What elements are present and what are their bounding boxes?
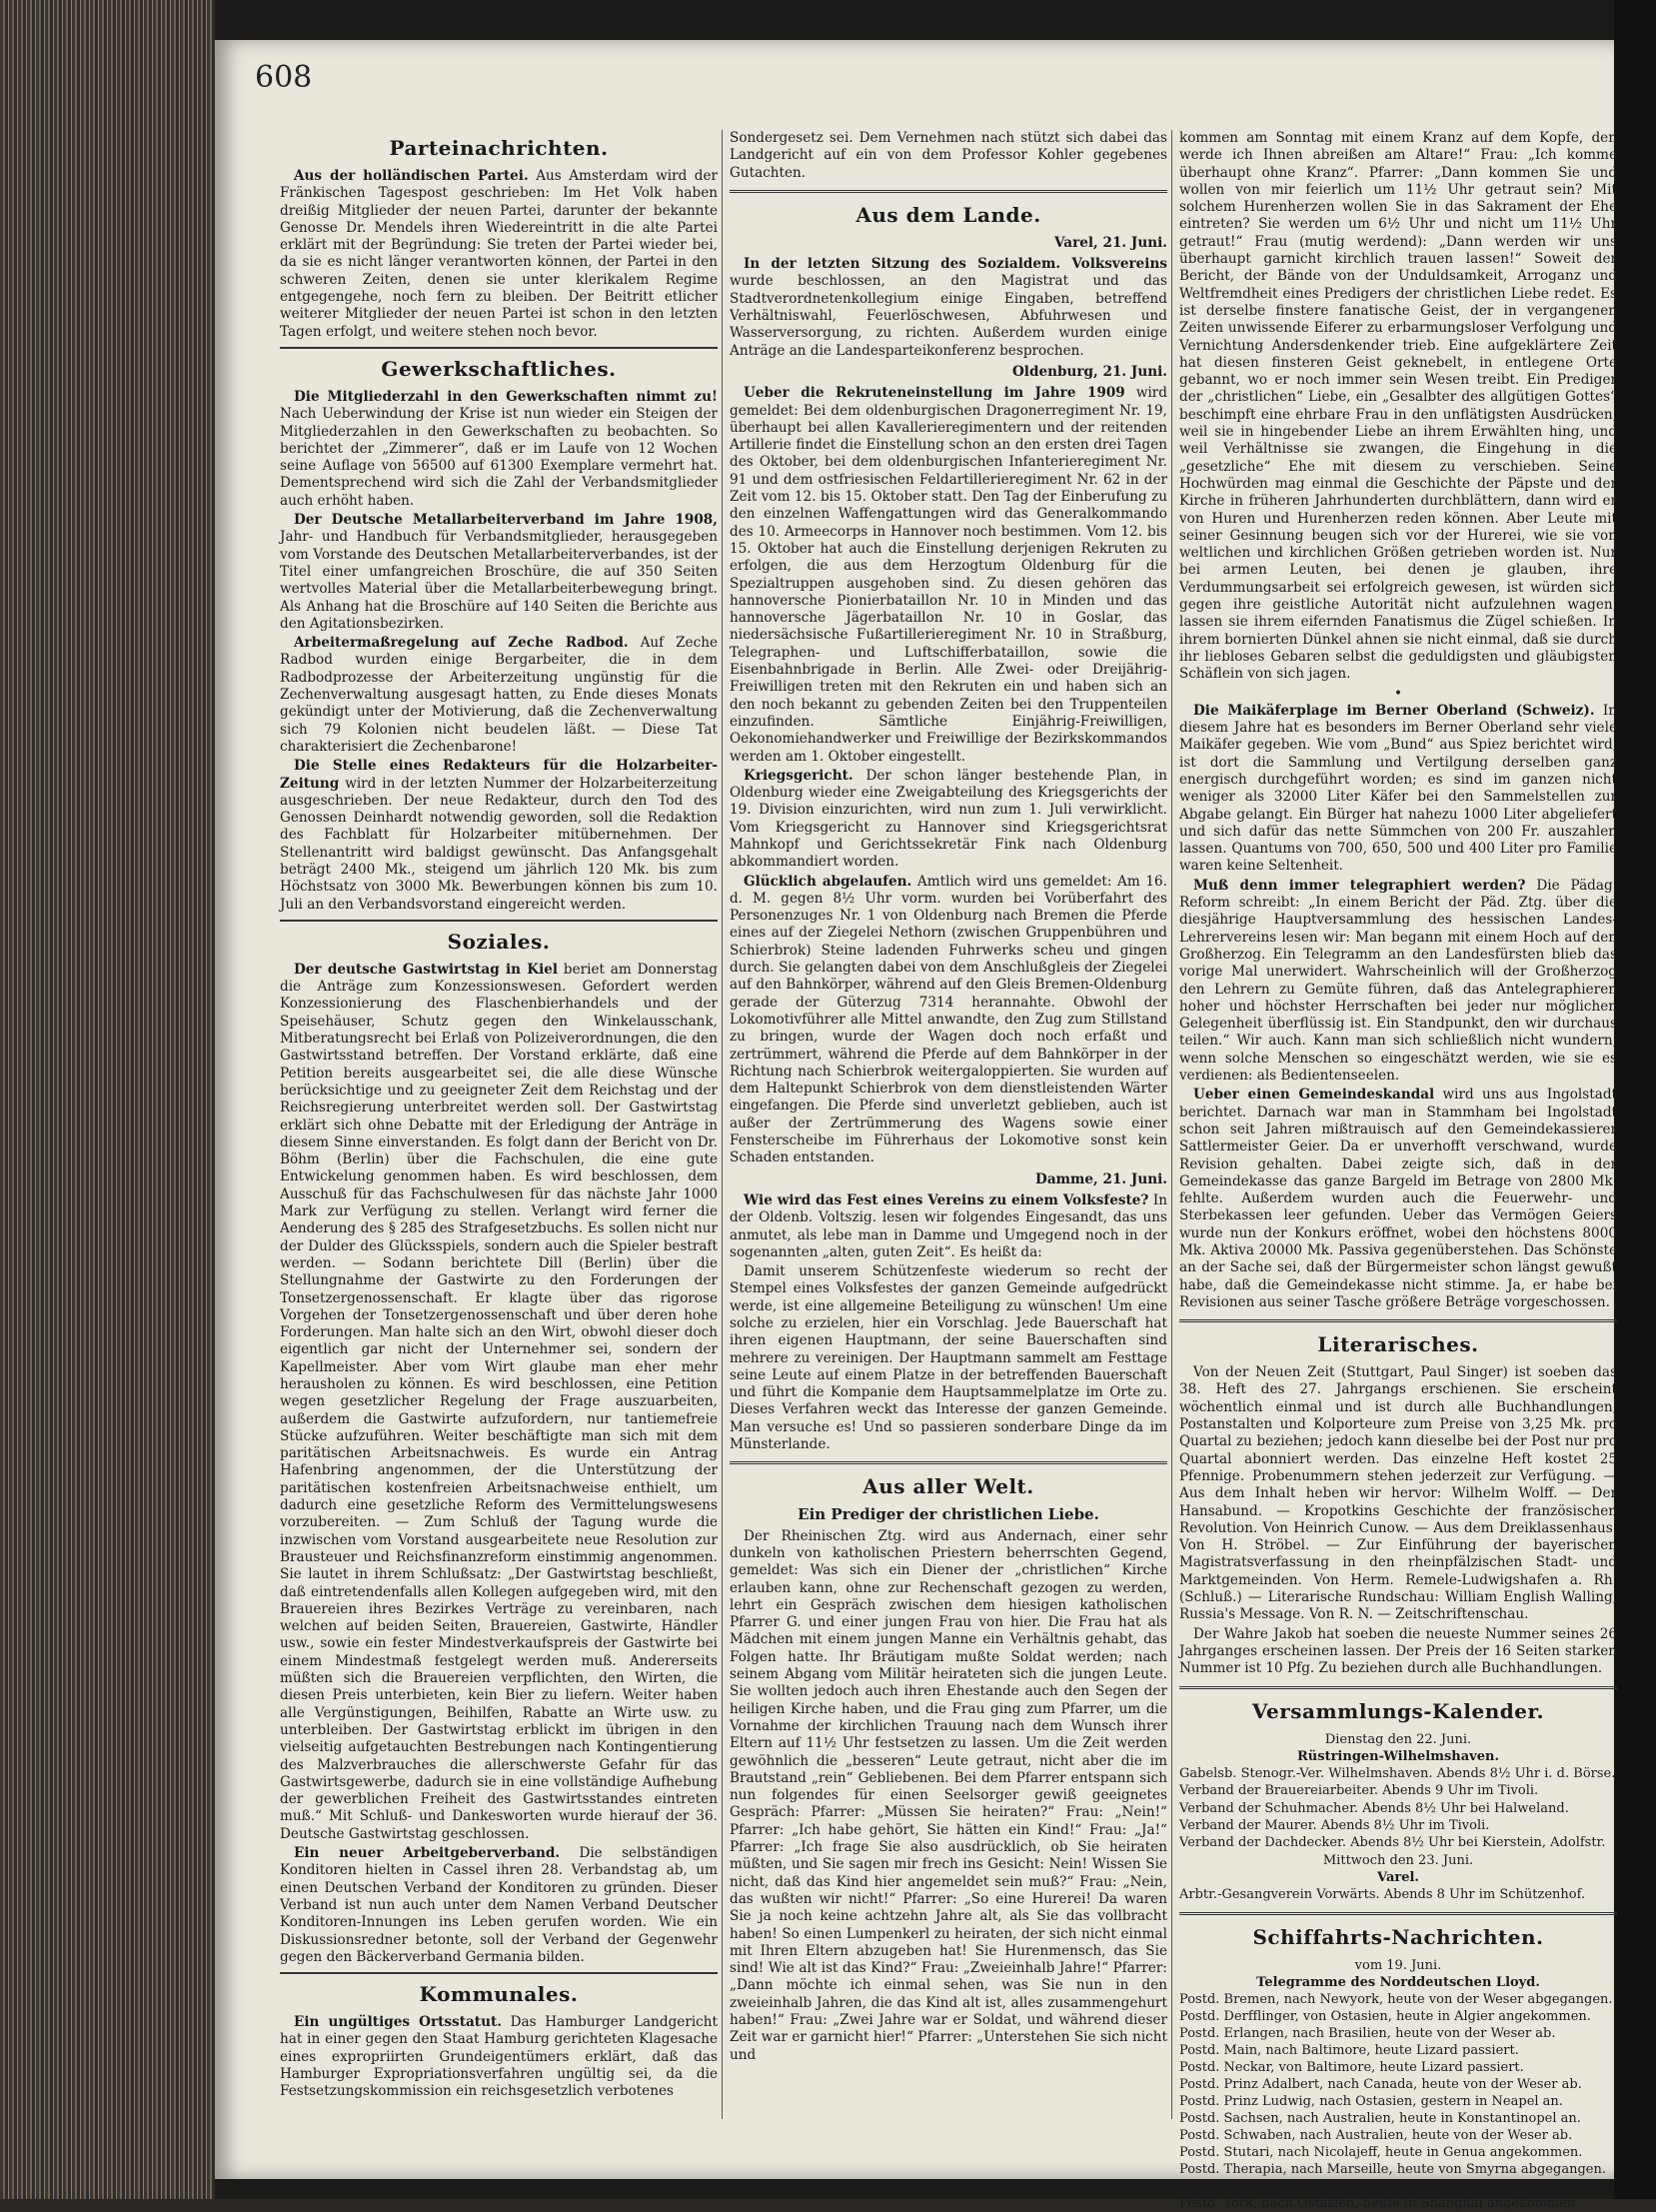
article-lead: In der letzten Sitzung des Sozialdem. Volksvereins	[744, 256, 1167, 273]
calendar-date: Mittwoch den 23. Juni.	[1322, 1852, 1474, 1868]
shipping-entry: Postd. York, nach Ostasien, heute in Shanghai angekommen.	[1179, 2196, 1580, 2212]
section-rule	[280, 347, 718, 349]
calendar-place: Varel.	[1377, 1869, 1419, 1885]
shipping-date: vom 19. Juni.	[1354, 1957, 1442, 1973]
section-heading: Soziales.	[447, 929, 551, 954]
article	[1179, 878, 1617, 1086]
shipping-entry: Postd. Stutari, nach Nicolajeff, heute in Genua angekommen.	[1179, 2145, 1583, 2161]
shipping-entry: Postd. Sachsen, nach Australien, heute in Konstantinopel an.	[1179, 2111, 1581, 2127]
article-lead: Die Maikäferplage im Berner Oberland (Schweiz).	[1193, 702, 1595, 719]
calendar-date: Dienstag den 22. Juni.	[1324, 1731, 1472, 1747]
article-text: In diesem Jahre hat es besonders im Berner Oberland sehr viele Maikäfer gegeben. Wie vom „Bund“ aus Spiez berichtet wird, ist dort die Sammlung und Vertilgung derselben ganz energisch durchgeführt worden; es sind im ganzen nicht weniger als 32000 Liter Käfer bei den Sammelstellen zur Abgabe gelangt. Ein Bürger hat nahezu 1000 Liter abgeliefert und sich dafür das nette Sümmchen von 200 Fr. auszahlen lassen. Quantums von 700, 650, 500 und 400 Liter pro Familie waren keine Seltenheit.	[1179, 702, 1618, 875]
section-heading: Literarisches.	[1317, 1332, 1479, 1357]
article-text: Der schon länger bestehende Plan, in Oldenburg wieder eine Zweigabteilung des Kriegsgerichts der 19. Division einzurichten, wird nun zum 1. Juli verwirklicht. Vom Kriegsgericht zu Hannover sind Kriegsgerichtsrat Mahnkopf und Gerichtssekretär Fink nach Oldenburg abkommandiert worden.	[730, 767, 1168, 871]
article-lead: Aus der holländischen Partei.	[294, 168, 529, 184]
article	[730, 385, 1167, 766]
article-lead: Muß denn immer telegraphiert werden?	[1193, 877, 1526, 894]
calendar-place: Rüstringen-Wilhelmshaven.	[1297, 1748, 1499, 1764]
article-text: Die Pädag. Reform schreibt: „In einem Bericht der Päd. Ztg. über die diesjährige Hauptversammlung des hessischen Landes-Lehrervereins lesen wir: Man begann mit einem Hoch auf den Großherzog. Ein Telegramm an den Landesfürsten blieb das vorige Mal unerwidert. Wahrscheinlich will der Großherzog den Lehrern zu Gemüte führen, daß das Antelegraphieren hoher und höchster Herrschaften bei jeder nur möglichen Gelegenheit überflüssig ist. Ein Standpunkt, den wir durchaus teilen.“ Wir auch. Kann man sich schließlich nicht wundern, wenn solche Menschen so eingeschätzt werden, wie sie es verdienen: als Bedientenseelen.	[1179, 877, 1617, 1085]
column-2	[730, 130, 1167, 2129]
page-number: 608	[255, 60, 313, 95]
shipping-entry: Postd. Therapia, nach Marseille, heute von Smyrna abgegangen.	[1179, 2162, 1606, 2178]
article	[280, 168, 718, 341]
article-text: Von der Neuen Zeit (Stuttgart, Paul Singer) ist soeben das 38. Heft des 27. Jahrgangs erschienen. Sie erscheint wöchentlich einmal und ist durch alle Buchhandlungen, Postanstalten und Kolporteure zum Preise von 3,25 Mk. pro Quartal zu beziehen; jedoch kann dieselbe bei der Post nur pro Quartal abonniert werden. Das einzelne Heft kostet 25 Pfennige. Probenummern stehen jederzeit zur Verfügung. — Aus dem Inhalt heben wir hervor: Wilhelm Wolff. — Der Hansabund. — Kropotkins Geschichte der französischen Revolution. Von Heinrich Cunow. — Aus dem Dreiklassenhaus. Von H. Ströbel. — Zur Einführung der bayerischen Magistratsverfassung in den rheinpfälzischen Stadt- und Marktgemeinden. Von Herm. Remele-Ludwigshafen a. Rh. (Schluß.) — Literarische Rundschau: William English Walling, Russia's Message. Von R. N. — Zeitschriftenschau.	[1179, 1364, 1617, 1623]
article-text: In der Oldenb. Voltszig. lesen wir folgendes Eingesandt, das uns anmutet, als lebe man in Damme und Umgegend noch in der sogenannten „alten, guten Zeit“. Es heißt da:	[730, 1191, 1167, 1260]
section-rule	[730, 190, 1167, 193]
section-heading: Gewerkschaftliches.	[381, 356, 617, 381]
shipping-entry: Postd. Bremen, nach Newyork, heute von der Weser abgegangen.	[1179, 1992, 1613, 2008]
section-heading: Parteinachrichten.	[389, 136, 609, 160]
article-text: beriet am Donnerstag die Anträge zum Konzessionswesen. Gefordert werden Konzessionierung des Flaschenbierhandels und der Speisehäuser, Schutz gegen den Winkelausschank, Mitberatungsrecht bei Erlaß von Polizeiverordnungen, die den Gastwirtsstand betreffen. Der Vorstand erklärte, daß eine Petition bereits ausgearbeitet sei, die alle diese Wünsche berücksichtige und zu geeigneter Zeit dem Reichstag und der Reichsregierung unterbreitet werden soll. Der Gastwirtstag erklärt sich ohne Debatte mit der Erledigung der Anträge in diesem Sinne einverstanden. Es folgt dann der Bericht von Dr. Böhm (Berlin) über die Fachschulen, die eine gute Entwickelung genommen haben. Es wird beschlossen, dem Ausschuß für das Fachschulwesen für das nächste Jahr 1000 Mark zur Verfügung zu stellen. Verlangt wird ferner die Aenderung des § 285 des Strafgesetzbuchs. Es sollen nicht nur der Dulder des Glücksspiels, sondern auch die Spieler bestraft werden. — Sodann berichtete Dill (Berlin) über die Stellungnahme der Gastwirte zu den Forderungen der Tonsetzergenossenschaft. Er klagte über das rigorose Vorgehen der Tonsetzergenossenschaft und über deren hohe Forderungen. Man halte sich an den Wirt, obwohl dieser doch eigentlich gar nicht der Unternehmer sei, sondern der Kapellmeister. Aber vom Wirt glaube man eher mehr herausholen zu können. Es wird beschlossen, eine Petition wegen gesetzlicher Regelung der Frage auszuarbeiten, außerdem die Gastwirte aufzufordern, nur tantiemefreie Stücke aufzuführen. Weiter beschäftigte man sich mit dem paritätischen Arbeitsnachweis. Es wurde ein Antrag Hafenbring angenommen, der die Unterstützung der paritätischen kostenfreien Arbeitsnachweise enthielt, um dadurch eine gesetzliche Reform des Vermittelungswesens vorzubereiten. — Zum Schluß der Tagung wurde die inzwischen vom Vorstand ausgearbeitete neue Resolution zur Brausteuer und Reichsfinanzreform einstimmig angenommen. Sie lautet in ihrem Schlußsatz: „Der Gastwirtstag beschließt, daß eintretendenfalls allen Kollegen aufgegeben wird, mit den Brauereien ihres Bezirkes Verträge zu vereinbaren, nach welchen auf beiden Seiten, Brauereien, Gastwirte, Händler usw., sowie ein fester Mindestverkaufspreis der Gastwirte bei einem Mindestmaß festgelegt werden muß. Andererseits müßten sich die Brauereien verpflichten, den Wirten, die diesen Preis unterbieten, kein Bier zu liefern. Weiter haben alle Vergünstigungen, Beihilfen, Rabatte an Wirte usw. zu unterbleiben. Der Gastwirtstag erblickt im übrigen in den vielseitig aufgetauchten Bestrebungen nach Kontingentierung des Malzverbrauches die allerschwerste Gefahr für das Gastwirtsgewerbe, dadurch sie in eine vollständige Aufhebung der gewerblichen Freiheit des Gastwirtsstandes eintreten muß.“ Mit Schluß- und Dankesworten wurde hierauf der 36. Deutsche Gastwirtstag geschlossen.	[280, 961, 718, 1842]
article-quote: Damit unserem Schützenfeste wiederum so recht der Stempel eines Volksfestes der ganzen Gemeinde aufgedrückt werde, ist eine allgemeine Beteiligung zu wünschen! Um eine solche zu erzielen, hier ein Vorschlag. Jede Bauerschaft hat ihren eigenen Hauptmann, der seine Bauerschaften sind mehrere zu vereinigen. Der Hauptmann sammelt am Festtage seine Leute auf einem Platze in der betreffenden Bauerschaft und führt die Kompanie dem Hauptsammelplatze im Orte zu. Dieses Verfahren weckt das Interesse der ganzen Gemeinde. Man versuche es! Und so passieren sonderbare Dinge da im Münsterlande.	[730, 1263, 1167, 1453]
article	[280, 758, 718, 914]
shipping-subheading: Telegramme des Norddeutschen Lloyd.	[1256, 1974, 1540, 1990]
article-lead: Ein neuer Arbeitgeberverband.	[294, 1845, 561, 1862]
article-lead: Ein ungültiges Ortsstatut.	[294, 2014, 502, 2031]
newspaper-page	[215, 40, 1618, 2212]
calendar-entry: Gabelsb. Stenogr.-Ver. Wilhelmshaven. Abends 8½ Uhr i. d. Börse.	[1179, 1766, 1616, 1782]
calendar-entry: Verband der Schuhmacher. Abends 8½ Uhr bei Halweland.	[1179, 1800, 1569, 1816]
article	[280, 962, 718, 1843]
article-lead: Ueber die Rekruteneinstellung im Jahre 1909	[744, 385, 1125, 402]
book-spine	[0, 0, 215, 2199]
article-text: wird in der letzten Nummer der Holzarbeiterzeitung ausgeschrieben. Der neue Redakteur, durch den Tod des Genossen Deinhardt notwendig geworden, soll die Redaktion des Fachblatt für Holzarbeiter mitübernehmen. Der Stellenantritt wird baldigst gewünscht. Das Anfangsgehalt beträgt 2400 Mk., steigend um jährlich 120 Mk. bis zum Höchstsatz von 3000 Mk. Bewerbungen können bis zum 10. Juli an den Verbandsvorstand eingereicht werden.	[280, 775, 718, 913]
shipping-entry: Postd. Schwaben, nach Australien, heute von der Weser ab.	[1179, 2128, 1573, 2144]
shipping-entry: Postd. Erlangen, nach Brasilien, heute von der Weser ab.	[1179, 2026, 1556, 2042]
shipping-entry: Postd. Main, nach Baltimore, heute Lizard passiert.	[1179, 2043, 1519, 2059]
article	[280, 512, 718, 633]
article-lead: Der deutsche Gastwirtstag in Kiel	[294, 961, 559, 978]
section-heading: Aus aller Welt.	[862, 1474, 1034, 1499]
article	[730, 256, 1167, 360]
calendar-entry: Verband der Brauereiarbeiter. Abends 9 Uhr im Tivoli.	[1179, 1783, 1539, 1799]
article-text: Auf Zeche Radbod wurden einige Bergarbeiter, die in dem Radbodprozesse der Arbeiterzeitung ungünstig für die Zechenverwaltung ausgesagt hatten, zu Ende dieses Monats gekündigt unter der Motivierung, daß die Zechenverwaltung sich 79 Kolonien nicht beudelen läßt. — Diese Tat charakterisiert die Zechenbarone!	[280, 635, 719, 755]
article-text: Aus Amsterdam wird der Fränkischen Tagespost geschrieben: Im Het Volk haben dreißig Mitglieder der neuen Partei, darunter der bekannte Genosse Dr. Mendels ihren Wiedereintritt in die alte Partei erklärt mit der Begründung: Sie treten der Partei wieder bei, da sie es nicht länger verantworten können, der Partei in den schweren Zeiten, denen sie unter klerikalem Regime entgegengehe, noch fern zu bleiben. Der Beitritt etlicher weiterer Mitglieder der neuen Partei ist schon in den letzten Tagen erfolgt, und weitere stehen noch bevor.	[280, 168, 719, 340]
article-heading: Ein Prediger der christlichen Liebe.	[798, 1505, 1099, 1524]
article	[280, 2014, 718, 2100]
scan-edge	[1614, 0, 1656, 2199]
dateline: Damme, 21. Juni.	[1035, 1170, 1167, 1187]
shipping-entry: Postd. Neckar, von Baltimore, heute Lizard passiert.	[1179, 2060, 1524, 2076]
article-text: Der Rheinischen Ztg. wird aus Andernach, einer sehr dunkeln von katholischen Priestern beherrschten Gegend, gemeldet: Was sich ein Diener der „christlichen“ Kirche erlauben kann, ohne zur Rechenschaft gezogen zu werden, lehrt ein Gespräch zwischen dem hiesigen katholischen Pfarrer G. und einer jungen Frau von hier. Die Frau hat als Mädchen mit einem jungen Manne ein Verhältnis gehabt, das Folgen hatte. Ihr Bräutigam mußte Soldat werden; nach seinem Abgang vom Militär heirateten sich die jungen Leute. Sie wollten jedoch auch ihren Ehestande auch den Segen der heiligen Kirche haben, und die Frau ging zum Pfarrer, um die Vornahme der kirchlichen Trauung nach dem Wunsch ihrer Eltern auf 11½ Uhr festsetzen zu lassen. Um die Zeit werden gewöhnlich die „besseren“ Leute getraut, nicht aber die im Brautstand „rein“ Gebliebenen. Bei dem Pfarrer entspann sich nun folgendes für einen Seelsorger gewiß geeignetes Gespräch: Pfarrer: „Müssen Sie heiraten?“ Frau: „Nein!“ Pfarrer: „Ich habe gehört, Sie hätten ein Kind!“ Frau: „Ja!“ Pfarrer: „Ich frage Sie also ausdrücklich, ob Sie heiraten müßten, und Sie sagen mir frech ins Gesicht: Nein! Wissen Sie nicht, daß das Kind hier angemeldet sein muß?“ Frau: „Nein, das wußten wir nicht!“ Pfarrer: „So eine Hurerei! Da waren Sie ja noch keine achtzehn Jahre alt, als Sie das vollbracht haben! So einen Lumpenkerl zu heiraten, der sich nicht einmal mit Ihren Eltern abzugeben hat! Sie Hurenmensch, das Sie sind! Wie alt ist das Kind?“ Frau: „Zweieinhalb Jahre!“ Pfarrer: „Dann möchte ich einmal sehen, was Sie nun in den zweieinhalb Jahren, die das Kind alt ist, alles zusammengehurt haben!“ Frau: „Zwei Jahre war er Soldat, und während dieser Zeit war er garnicht hier!“ Pfarrer: „Unterstehen Sie sich nicht und	[730, 1527, 1167, 2063]
article-lead: Ueber einen Gemeindeskandal	[1193, 1087, 1435, 1104]
section-heading: Schiffahrts-Nachrichten.	[1252, 1924, 1544, 1949]
article	[730, 874, 1167, 1167]
calendar-entry: Verband der Dachdecker. Abends 8½ Uhr bei Kierstein, Adolfstr.	[1179, 1835, 1606, 1851]
shipping-entry: Postd. Prinz Ludwig, nach Ostasien, gestern in Neapel an.	[1179, 2094, 1563, 2110]
article-lead: Glücklich abgelaufen.	[744, 873, 912, 890]
article	[730, 1192, 1167, 1261]
article-text: Die selbständigen Konditoren hielten in Cassel ihren 28. Verbandstag ab, um einen Deutschen Verband der Konditoren zu gründen. Dieser Verband ist nun auch unter dem Namen Verband Deutscher Konditoren-Innungen ins Leben gerufen worden. Wie ein Diskussionsredner betonte, soll der Verband der Gegenwehr gegen den Bäckerverband Germania bilden.	[280, 1845, 718, 1965]
section-rule	[1179, 1912, 1617, 1915]
article-text: Jahr- und Handbuch für Verbandsmitglieder, herausgegeben vom Vorstande des Deutschen Metallarbeiterverbandes, ist der Titel einer umfangreichen Broschüre, die auf 350 Seiten wertvolles Material über die Metallarbeiterbewegung bringt. Als Anhang hat die Broschüre auf 140 Seiten die Berichte aus den Agitationsbezirken.	[280, 529, 718, 632]
section-rule	[730, 1461, 1167, 1464]
article	[1179, 703, 1617, 876]
article-text: Amtlich wird uns gemeldet: Am 16. d. M. gegen 8½ Uhr vorm. wurden bei Vorüberfahrt des Personenzuges Nr. 1 von Oldenburg nach Bremen die Pferde eines auf der Ziegelei Nethorn (zwischen Gruppenbühren und Schierbrok) Steine ladenden Fuhrwerks scheu und gingen durch. Sie gelangten dabei von dem Anschlußgleis der Ziegelei auf den Bahnkörper, während auf den Gleis Bremen-Oldenburg gerade der Güterzug 7314 herannahte. Obwohl der Lokomotivführer alle Mittel anwandte, den Zug zum Stillstand zu bringen, wurde der Wagen doch noch erfaßt und zertrümmert, während die Pferde auf dem Bahnkörper in der Richtung nach Schierbrok weitergaloppierten. Sie wurden auf dem Haltepunkt Schierbrok von dem dienstleistenden Wärter eingefangen. Die Pferde sind unverletzt geblieben, auch ist außer der Zertrümmerung des Wagens sowie einer Fensterscheibe im Führerhaus der Lokomotive sonst kein Schaden entstanden.	[730, 873, 1167, 1166]
shipping-entry: Postd. Derfflinger, von Ostasien, heute in Algier angekommen.	[1179, 2009, 1591, 2025]
column-1	[280, 130, 718, 2129]
article-text: Nach Ueberwindung der Krise ist nun wieder ein Steigen der Mitgliederzahlen in den Gewerkschaften zu beobachten. So berichtet der „Zimmerer“, daß er im Laufe von 12 Wochen seine Auflage von 56500 auf 61300 Exemplare vermehrt hat. Dementsprechend wird sich die Zahl der Verbandsmitglieder auch erhöht haben.	[280, 406, 718, 509]
article-continuation: kommen am Sonntag mit einem Kranz auf dem Kopfe, den werde ich Ihnen abreißen am Altare!“ Frau: „Ich komme überhaupt ohne Kranz“. Pfarrer: „Dann kommen Sie und wollen von mir feierlich um 11½ Uhr getraut sein? Mit solchem Hurenherzen wollen Sie in das Sakrament der Ehe eintreten? Sie werden um 6½ Uhr und nicht um 11½ Uhr getraut!“ Frau (mutig werdend): „Dann werden wir uns überhaupt garnicht kirchlich trauen lassen!“ Soweit der Bericht, der Bände von der Unduldsamkeit, Arroganz und Weltfremdheit eines Predigers der christlichen Liebe redet. Es ist derselbe finstere fanatische Geist, der in vergangenen Zeiten unwissende Eiferer zu erbarmungsloser Verfolgung und Vernichtung Andersdenkender trieb. Eine aufgeklärtere Zeit hat diesen finsteren Geist geknebelt, in entlegene Orte gebannt, wo er noch immer sein Wesen treibt. Ein Prediger der „christlichen“ Liebe, ein „Gesalbter des allgütigen Gottes“ beschimpft eine ehrbare Frau in den unflätigsten Ausdrücken, weil sie in hingebender Liebe an ihrem Erwählten hing, und weil Verhältnisse sie zwangen, die Eingehung in die „gesetzliche“ Ehe mit diesem zu verschieben. Seine Hochwürden mag einmal die Geschichte der Päpste und der Kirche in früheren Jahrhunderten durchblättern, dann wird er von Huren und Hurenherzen reden können. Aber Leute mit seiner Gesinnung beugen sich vor der Hurerei, wie sie von weltlichen und kirchlichen Größen getrieben worden ist. Nur bei armen Leuten, bei denen je glauben, ihre Verdummungsarbeit sei erfolgreich gewesen, ist würden sich gegen ihre geistliche Autorität nicht aufzulehnen wagen, lassen sie ihrem eifernden Fanatismus die Zügel schießen. In ihrem bornierten Dünkel ahnen sie nicht einmal, daß sie durch ihr liebloses Gebaren selbst die geduldigsten und gläubigsten Schäflein von sich jagen.	[1179, 130, 1617, 683]
separator-dot: •	[1393, 685, 1403, 702]
section-rule	[1179, 1319, 1617, 1322]
dateline: Varel, 21. Juni.	[1053, 234, 1167, 251]
article-lead: Arbeitermaßregelung auf Zeche Radbod.	[294, 635, 629, 652]
dateline: Oldenburg, 21. Juni.	[1011, 363, 1167, 380]
article	[280, 635, 718, 756]
article-lead: Die Stelle eines Redakteurs für die Holzarbeiter-Zeitung	[280, 758, 718, 792]
article-lead: Wie wird das Fest eines Vereins zu einem Volksfeste?	[744, 1191, 1149, 1208]
section-heading: Kommunales.	[419, 1982, 579, 2007]
shipping-entry: Postd. Wittekind, von Havana, heute in Coruna angekommen.	[1179, 2179, 1586, 2195]
section-heading: Versammlungs-Kalender.	[1251, 1698, 1545, 1723]
column-divider	[1171, 130, 1172, 2119]
article-text: Das Hamburger Landgericht hat in einer gegen den Staat Hamburg gerichteten Klagesache eines expropriirten Grundeigentümers erklärt, daß das Hamburger Expropriationsverfahren ungültig sei, da die Festsetzungskommission ein reichsgesetzlich verbotenes	[280, 2014, 718, 2100]
article-lead: Der Deutsche Metallarbeiterverband im Jahre 1908,	[294, 512, 718, 529]
article	[280, 1845, 718, 1966]
column-3	[1179, 130, 1618, 2212]
calendar-entry: Verband der Maurer. Abends 8½ Uhr im Tivoli.	[1179, 1818, 1490, 1834]
calendar-entry: Arbtr.-Gesangverein Vorwärts. Abends 8 Uhr im Schützenhof.	[1179, 1887, 1586, 1903]
article	[1179, 1087, 1617, 1311]
section-heading: Aus dem Lande.	[855, 202, 1041, 227]
article-lead: Kriegsgericht.	[744, 767, 853, 784]
article-text: wird gemeldet: Bei dem oldenburgischen Dragonerregiment Nr. 19, überhaupt bei allen Kavallerieregimentern und der reitenden Artillerie findet die Einstellung schon an den ersten drei Tagen des Oktober, bei dem oldenburgischen Infanterieregiment Nr. 91 und dem ostfriesischen Feldartillerieregiment Nr. 62 in der Zeit vom 12. bis 15. Oktober statt. Den Tag der Einberufung zu den einzelnen Waffengattungen wird das Generalkommando des 10. Armeecorps in Hannover noch bestimmen. Vom 12. bis 15. Oktober hat auch die Einstellung derjenigen Rekruten zu erfolgen, die aus dem Herzogtum Oldenburg für die Spezialtruppen ausgehoben sind. Zu diesen gehören das hannoversche Pionierbataillon Nr. 10 in Minden und das hannoversche Jägerbataillon Nr. 10 in Goslar, das niedersächsische Fußartillerieregiment Nr. 10 in Straßburg, Telegraphen- und Luftschifferbataillon, sowie die Eisenbahnbrigade in Berlin. Alle Zwei- oder Dreijährig-Freiwilligen treten mit den Rekruten ein und haben sich an den noch bekannt zu gebenden Zeiten bei den Truppenteilen einzufinden. Sämtliche Einjährig-Freiwilligen, Oekonomiehandwerker und Freiwillige der Bezirkskommandos werden am 1. Oktober eingestellt.	[730, 385, 1168, 765]
article	[280, 389, 718, 510]
section-rule	[1179, 1686, 1617, 1689]
column-divider	[722, 130, 723, 2119]
article-text: wurde beschlossen, an den Magistrat und das Stadtverordnetenkollegium einige Eingaben, betreffend Verhältniswahl, Feuerlöschwesen, Abfuhrwesen und Wasserversorgung, zu richten. Außerdem wurden einige Anträge an die Landesparteikonferenz besprochen.	[730, 273, 1167, 359]
article	[730, 768, 1167, 872]
article-continuation: Sondergesetz sei. Dem Vernehmen nach stützt sich dabei das Landgericht auf ein von dem Professor Kohler gegebenes Gutachten.	[730, 130, 1167, 181]
shipping-entry: Postd. Prinz Adalbert, nach Canada, heute von der Weser ab.	[1179, 2077, 1582, 2093]
article-text: Der Wahre Jakob hat soeben die neueste Nummer seines 26 Jahrganges erscheinen lassen. Der Preis der 16 Seiten starken Nummer ist 10 Pfg. Zu beziehen durch alle Buchhandlungen.	[1179, 1625, 1617, 1677]
section-rule	[280, 920, 718, 922]
article-text: wird uns aus Ingolstadt berichtet. Darnach war man in Stammham bei Ingolstadt schon seit Jahren mißtrauisch auf den Gemeindekassierer Sattlermeister Geier. Da er unverhofft verschwand, wurde Revision gehalten. Dabei zeigte sich, daß in der Gemeindekasse das ganze Bargeld im Betrage von 2800 Mk. fehlte. Außerdem wurden auch die Feuerwehr- und Sterbekassen leer gefunden. Ueber das Vermögen Geiers wurde nun der Konkurs eröffnet, wobei den höchstens 8000 Mk. Aktiva 20000 Mk. Passiva gegenüberstehen. Das Schönste an der Sache sei, daß der Bürgermeister schon längst gewußt habe, daß die Gemeindekasse nicht stimme. Ja, er habe bei Revisionen aus seiner Tasche größere Beträge vorgeschossen.	[1179, 1087, 1617, 1310]
article-lead: Die Mitgliederzahl in den Gewerkschaften nimmt zu!	[294, 388, 718, 405]
section-rule	[280, 1972, 718, 1974]
